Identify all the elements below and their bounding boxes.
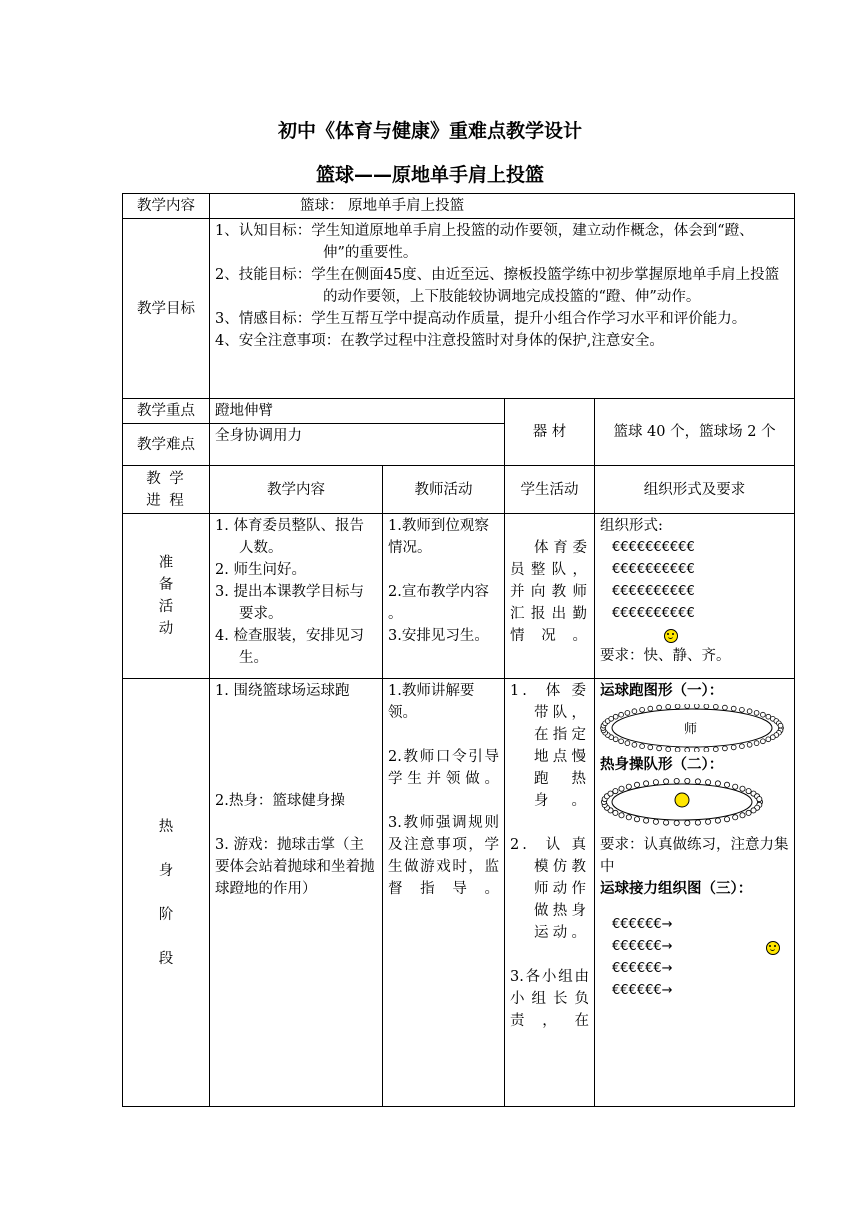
content-value: 篮球： 原地单手肩上投篮 — [210, 194, 795, 219]
prep-requirement: 要求：快、静、齐。 — [600, 648, 731, 664]
header-org: 组织形式及要求 — [595, 466, 795, 514]
goals-list — [210, 219, 795, 399]
student-marker-icon — [770, 735, 775, 740]
formation-row: €€€€€€€€€€ — [612, 606, 695, 621]
list-item: 2. 认真模仿教师动作做热身运动。 — [510, 837, 589, 941]
student-marker-icon — [613, 714, 618, 719]
warmup-formation-diagram — [600, 778, 789, 826]
relay-row: €€€€€€→ — [612, 983, 673, 998]
relay-row: €€€€€€→ — [612, 939, 673, 954]
list-item: 1. 体育委员整队、报告人数。 — [215, 518, 364, 556]
student-marker-icon — [648, 706, 653, 711]
student-marker-icon — [733, 815, 738, 820]
student-marker-icon — [674, 778, 679, 783]
formation-row: €€€€€€€€€€ — [612, 584, 695, 599]
student-marker-icon — [632, 742, 637, 747]
list-item: 1.教师到位观察情况。 — [388, 518, 489, 556]
student-marker-icon — [653, 819, 658, 824]
student-marker-icon — [685, 748, 690, 752]
list-item: 2.教师口令引导学生并领做。 — [388, 749, 499, 787]
student-marker-icon — [746, 810, 751, 815]
list-item: 3.各小组由小组长负责，在 — [510, 969, 589, 1029]
goal-item: 2、技能目标：学生在侧面45度、由近至远、擦板投篮学练中初步掌握原地单手肩上投篮的动作要领，上下肢能较协调地完成投篮的“蹬、伸”动作。 — [215, 267, 780, 305]
key-value: 蹬地伸臂 — [210, 399, 505, 424]
student-marker-icon — [754, 741, 759, 746]
student-marker-icon — [715, 818, 720, 823]
header-process: 教 学 进 程 — [123, 466, 210, 514]
warmup-content — [210, 679, 383, 1107]
org-label: 组织形式: — [600, 518, 663, 534]
goal-item: 1、认知目标：学生知道原地单手肩上投篮的动作要领，建立动作概念，体会到“蹬、伸”的重要性。 — [215, 223, 754, 261]
student-marker-icon — [634, 782, 639, 787]
list-item: 3. 提出本课教学目标与要求。 — [215, 584, 364, 622]
student-marker-icon — [740, 813, 745, 818]
student-marker-icon — [619, 786, 624, 791]
student-marker-icon — [766, 737, 771, 742]
warmup-teacher — [383, 679, 505, 1107]
student-marker-icon — [675, 704, 680, 709]
list-item: 1. 围绕篮球场运球跑 — [215, 683, 350, 699]
student-marker-icon — [664, 820, 669, 825]
list-item: 2. 师生问好。 — [215, 562, 306, 578]
goal-item: 3、情感目标：学生互帮互学中提高动作质量，提升小组合作学习水平和评价能力。 — [215, 311, 747, 327]
student-marker-icon — [706, 780, 711, 785]
student-marker-icon — [757, 797, 762, 802]
equipment-label: 器 材 — [505, 399, 595, 466]
list-item: 2.宣布教学内容 。 — [388, 584, 489, 622]
student-marker-icon — [733, 784, 738, 789]
prep-stage: 准 备 活 动 — [123, 514, 210, 679]
student-marker-icon — [761, 739, 766, 744]
student-marker-icon — [666, 747, 671, 752]
student-marker-icon — [704, 704, 709, 709]
student-marker-icon — [713, 747, 718, 752]
list-item: 3. 游戏：抛球击掌（主要体会站着抛球和坐着抛球蹬地的作用） — [215, 837, 375, 897]
student-marker-icon — [626, 815, 631, 820]
header-student: 学生活动 — [505, 466, 595, 514]
student-marker-icon — [766, 714, 771, 719]
warmup-org — [595, 679, 795, 1107]
relay-row: €€€€€€→ — [612, 917, 673, 932]
student-marker-icon — [613, 789, 618, 794]
student-marker-icon — [747, 742, 752, 747]
student-marker-icon — [694, 748, 699, 752]
student-marker-icon — [626, 784, 631, 789]
figure1-label: 运球跑图形（一）： — [600, 683, 724, 699]
list-item: 3.教师强调规则及注意事项，学生做游戏时，监督指导。 — [388, 815, 499, 897]
list-item: 1. 体委带队，在指定地点慢跑热身。 — [510, 683, 589, 809]
student-marker-icon — [713, 704, 718, 709]
student-marker-icon — [740, 744, 745, 749]
difficult-value: 全身协调用力 — [210, 424, 505, 466]
student-marker-icon — [625, 741, 630, 746]
student-marker-icon — [685, 778, 690, 783]
student-marker-icon — [740, 707, 745, 712]
relay-row: €€€€€€→ — [612, 961, 673, 976]
student-marker-icon — [706, 819, 711, 824]
student-activity-text: 体育委员整队，并向教师汇报出勤情况。 — [510, 540, 589, 644]
lesson-plan-table — [122, 193, 795, 1107]
teacher-smiley-icon — [766, 941, 780, 955]
student-marker-icon — [724, 782, 729, 787]
student-marker-icon — [609, 716, 614, 721]
formation-row: €€€€€€€€€€ — [612, 562, 695, 577]
prep-org — [595, 514, 795, 679]
student-marker-icon — [694, 704, 699, 708]
student-marker-icon — [723, 705, 728, 710]
figure2-label: 热身操队形（二）： — [600, 757, 724, 773]
student-marker-icon — [685, 704, 690, 708]
figure3-label: 运球接力组织图（三）： — [600, 881, 753, 897]
oval-track-diagram — [600, 704, 790, 752]
student-marker-icon — [740, 786, 745, 791]
student-marker-icon — [657, 705, 662, 710]
student-marker-icon — [634, 817, 639, 822]
warmup-stage: 热 身 阶 段 — [123, 679, 210, 1107]
key-label: 教学重点 — [123, 399, 210, 424]
header-teacher: 教师活动 — [383, 466, 505, 514]
teacher-smiley-icon — [675, 793, 689, 807]
student-marker-icon — [723, 746, 728, 751]
student-marker-icon — [644, 781, 649, 786]
list-item: 1.教师讲解要领。 — [388, 683, 475, 721]
student-marker-icon — [746, 789, 751, 794]
student-marker-icon — [653, 780, 658, 785]
page-title: 初中《体育与健康》重难点教学设计 — [277, 120, 582, 142]
goal-item: 4、安全注意事项：在教学过程中注意投篮时对身体的保护,注意安全。 — [215, 333, 664, 349]
student-marker-icon — [644, 818, 649, 823]
goals-label: 教学目标 — [123, 219, 210, 399]
content-label: 教学内容 — [123, 194, 210, 219]
difficult-label: 教学难点 — [123, 424, 210, 466]
student-marker-icon — [747, 709, 752, 714]
student-marker-icon — [675, 747, 680, 752]
student-marker-icon — [731, 745, 736, 750]
student-marker-icon — [778, 723, 783, 728]
oval-formation-diagram — [600, 778, 790, 826]
student-marker-icon — [715, 781, 720, 786]
warmup-student — [505, 679, 595, 1107]
student-marker-icon — [619, 813, 624, 818]
formation-row: €€€€€€€€€€ — [612, 540, 695, 555]
student-marker-icon — [761, 712, 766, 717]
student-marker-icon — [613, 810, 618, 815]
student-marker-icon — [751, 808, 756, 813]
student-marker-icon — [695, 820, 700, 825]
equipment-value: 篮球 40 个，篮球场 2 个 — [595, 399, 795, 466]
dribble-run-diagram — [600, 704, 789, 752]
warmup-requirement: 要求：认真做练习，注意力集中 — [600, 837, 789, 875]
student-marker-icon — [640, 744, 645, 749]
student-marker-icon — [613, 737, 618, 742]
student-marker-icon — [632, 709, 637, 714]
student-marker-icon — [619, 739, 624, 744]
student-marker-icon — [695, 779, 700, 784]
student-marker-icon — [619, 712, 624, 717]
student-marker-icon — [754, 711, 759, 716]
student-marker-icon — [664, 779, 669, 784]
teacher-smiley-icon — [664, 629, 678, 643]
page-subtitle: 篮球——原地单手肩上投篮 — [315, 164, 544, 186]
header-content: 教学内容 — [210, 466, 383, 514]
prep-teacher — [383, 514, 505, 679]
student-marker-icon — [674, 820, 679, 825]
student-marker-icon — [657, 746, 662, 751]
student-marker-icon — [704, 747, 709, 752]
list-item: 4. 检查服装，安排见习生。 — [215, 628, 364, 666]
list-item: 2.热身：篮球健身操 — [215, 793, 345, 809]
student-marker-icon — [640, 707, 645, 712]
prep-content — [210, 514, 383, 679]
student-marker-icon — [648, 745, 653, 750]
student-marker-icon — [625, 711, 630, 716]
student-marker-icon — [724, 817, 729, 822]
prep-student — [505, 514, 595, 679]
student-marker-icon — [608, 791, 613, 796]
student-marker-icon — [666, 704, 671, 709]
list-item: 3.安排见习生。 — [388, 628, 489, 644]
teacher-marker: 师 — [684, 722, 698, 737]
student-marker-icon — [731, 706, 736, 711]
student-marker-icon — [685, 820, 690, 825]
